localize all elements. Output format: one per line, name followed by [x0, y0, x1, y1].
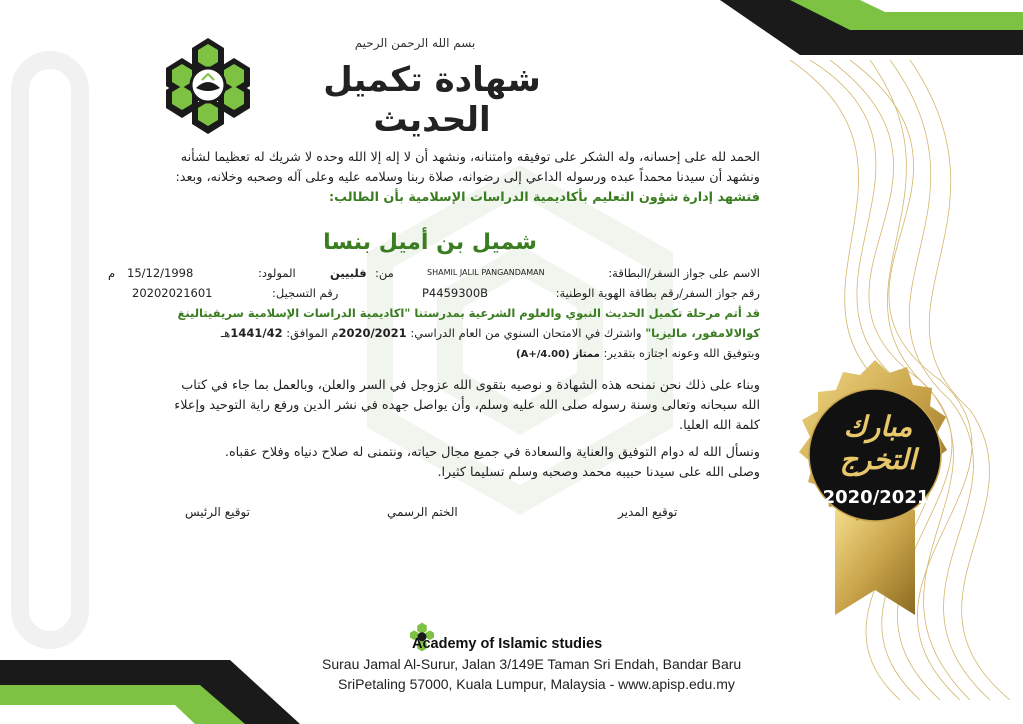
opening-line-1: الحمد لله على إحسانه، وله الشكر على توفيقه وامتنانه، ونشهد أن لا إله إلا الله وحده لا شريك له تعظيما لشأنه	[180, 150, 760, 165]
prayer-line-2: وصلى الله على سيدنا حبيبه محمد وصحبه وسلم تسليما كثيرا.	[437, 465, 760, 480]
grade-prefix: وبتوفيق الله وعونه اجتازه بتقدير:	[599, 346, 760, 360]
address-line-2: SriPetaling 57000, Kuala Lumpur, Malaysia - www.apisp.edu.my	[338, 676, 735, 692]
passport-name-label: الاسم على جواز السفر/البطاقة:	[608, 266, 760, 280]
basmala: بسم الله الرحمن الرحيم	[354, 36, 476, 50]
academy-name: Academy of Islamic studies	[412, 636, 603, 652]
president-signature-label: توقيع الرئيس	[185, 505, 250, 519]
student-name: شميل بن أميل بنسا	[323, 230, 537, 255]
certificate-title: شهادة تكميل الحديث	[323, 60, 541, 140]
prayer-paragraph	[96, 443, 760, 483]
completion-line-1: قد أتم مرحلة تكميل الحديث النبوي والعلوم الشرعية بمدرستنا "اكاديمية الدراسات الإسلامية سريفيتالينغ	[177, 306, 760, 320]
address-line-1: Surau Jamal Al-Surur, Jalan 3/149E Taman Sri Endah, Bandar Baru	[322, 656, 742, 672]
watermark-center-logo	[330, 150, 710, 590]
opening-line-2: ونشهد أن سيدنا محمداً عبده ورسوله الداعي إلى رضوانه، صلاة ربنا وسلامه عليه وعلى آله وصحبه وخلانه، وبعد:	[175, 170, 760, 185]
reg-label: رقم التسجيل:	[272, 286, 339, 300]
recommendation-line-3: كلمة الله العليا.	[679, 418, 760, 433]
exam-text: واشترك في الامتحان السنوي من العام الدراسي:	[406, 326, 646, 340]
official-seal-label: الختم الرسمي	[387, 505, 458, 519]
hijri-year: 1441/42	[230, 326, 283, 340]
prayer-line-1: ونسأل الله له دوام التوفيق والعناية والسعادة في جميع مجال حياته، ونتمنى له صلاح دنياه وفلاح عقباه.	[224, 445, 760, 460]
completion-line-2	[221, 326, 760, 340]
dob-suffix: م	[108, 266, 116, 280]
academy-logo	[162, 36, 254, 136]
opening-line-3: فتشهد إدارة شؤون التعليم بأكاديمية الدراسات الإسلامية بأن الطالب:	[329, 190, 760, 205]
gregorian-year: 2020/2021	[338, 326, 407, 340]
watermark-left	[0, 40, 110, 660]
dob-label: المولود:	[258, 266, 296, 280]
grade-score: (A+/4.00)	[516, 349, 570, 360]
reg-value: 20202021601	[132, 286, 213, 300]
from-label: من:	[375, 266, 394, 280]
grade-value: ممتاز	[573, 349, 600, 360]
badge-year: 2020/2021	[822, 487, 930, 508]
recommendation-paragraph	[96, 376, 760, 436]
passport-name-value: SHAMIL JALIL PANGANDAMAN	[427, 268, 545, 277]
id-value: P4459300B	[422, 286, 489, 300]
opening-paragraph	[96, 148, 760, 208]
grade-line	[516, 346, 760, 360]
dob-value: 15/12/1998	[127, 266, 194, 280]
recommendation-line-2: الله سبحانه وتعالى وسنة رسوله صلى الله عليه وسلم، وأن يواصل جهده في نشر الدين ورفع راية التوحيد وإعلاء	[174, 398, 760, 413]
hijri-suffix: هـ	[220, 326, 231, 340]
director-signature-label: توقيع المدير	[618, 505, 678, 519]
from-value: فلبيين	[330, 266, 367, 280]
recommendation-line-1: وبناء على ذلك نحن نمنحه هذه الشهادة و نوصيه بتقوى الله عزوجل في السر والعلن، وبالعمل بما جاء في كتاب	[181, 378, 760, 393]
school-location: كوالالامفور، ماليزيا"	[645, 326, 760, 340]
badge-congrats-text: مبارك التخرج	[839, 410, 917, 476]
id-label: رقم جواز السفر/رقم بطاقة الهوية الوطنية:	[555, 286, 760, 300]
corresponding-text: م الموافق:	[282, 326, 339, 340]
